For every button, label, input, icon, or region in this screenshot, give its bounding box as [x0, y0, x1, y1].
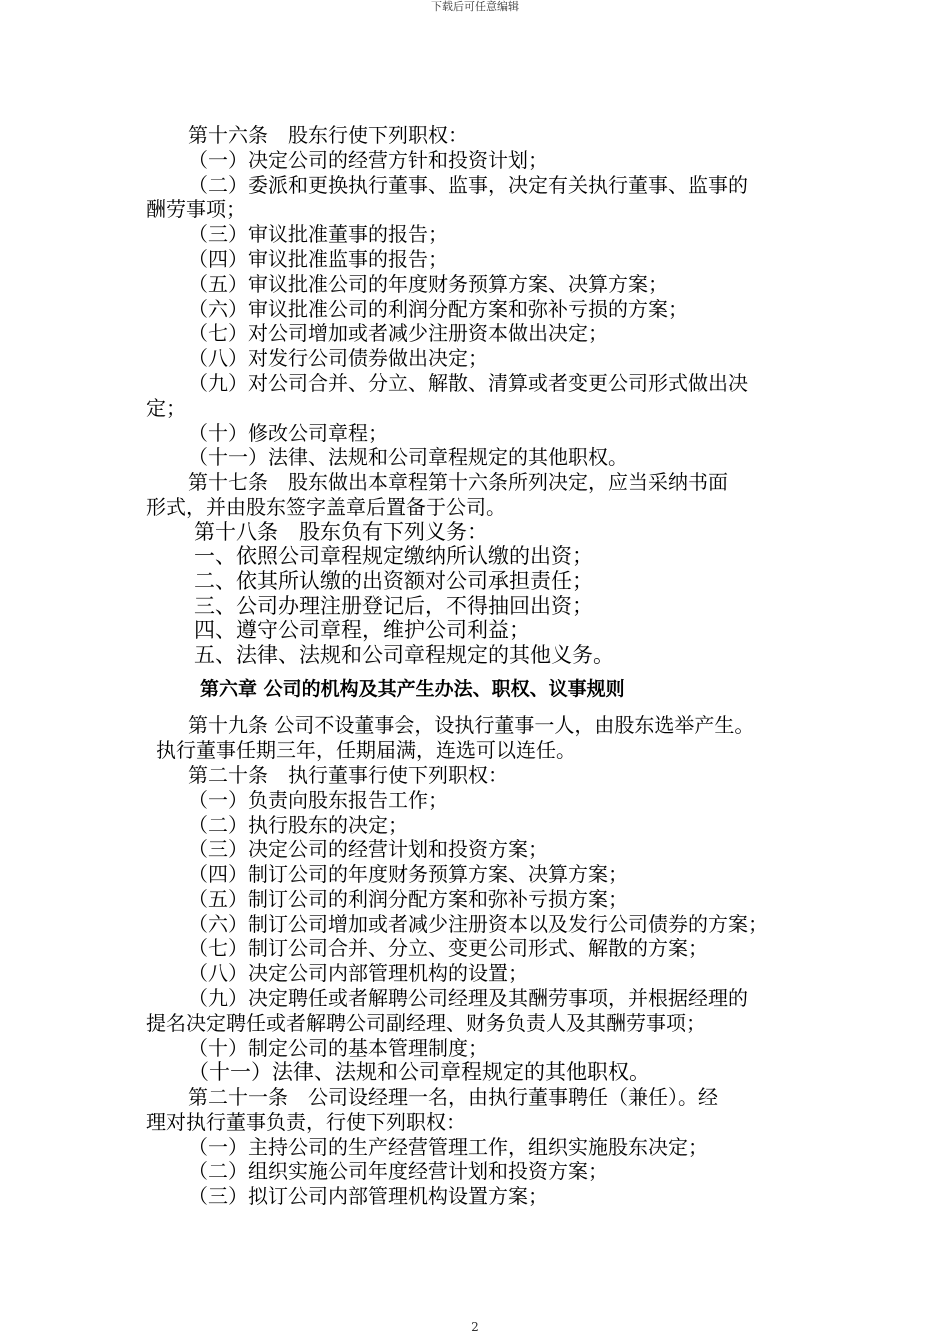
article-18-item: 一、依照公司章程规定缴纳所认缴的出资； — [194, 544, 593, 569]
article-21-line: 第二十一条 公司设经理一名，由执行董事聘任（兼任）。经 — [188, 1085, 718, 1110]
page-header: 下载后可任意编辑 — [431, 0, 519, 13]
article-21-line: 理对执行董事负责，行使下列职权： — [146, 1109, 466, 1134]
article-16-item: （四）审议批准监事的报告； — [188, 246, 448, 271]
article-21-item: （一）主持公司的生产经营管理工作，组织实施股东决定； — [188, 1134, 708, 1159]
article-16-item: （十）修改公司章程； — [188, 420, 388, 445]
article-18-item: 三、公司办理注册登记后，不得抽回出资； — [194, 593, 593, 618]
article-18-item: 五、法律、法规和公司章程规定的其他义务。 — [194, 642, 614, 667]
article-20-title: 第二十条 执行董事行使下列职权： — [188, 762, 508, 787]
document-body — [146, 123, 826, 1209]
article-20-item-cont: 提名决定聘任或者解聘公司副经理、财务负责人及其酬劳事项； — [146, 1010, 706, 1035]
article-20-item: （一）负责向股东报告工作； — [188, 787, 448, 812]
article-16-title: 第十六条 股东行使下列职权： — [188, 123, 468, 147]
article-16-item: （二）委派和更换执行董事、监事，决定有关执行董事、监事的 — [188, 172, 748, 197]
article-20-item: （四）制订公司的年度财务预算方案、决算方案； — [188, 862, 628, 887]
article-16-item: （六）审议批准公司的利润分配方案和弥补亏损的方案； — [188, 296, 688, 321]
article-17-line: 第十七条 股东做出本章程第十六条所列决定，应当采纳书面 — [188, 470, 728, 495]
article-20-item: （三）决定公司的经营计划和投资方案； — [188, 837, 548, 862]
article-18-item: 四、遵守公司章程，维护公司利益； — [194, 618, 530, 643]
article-20-item: （五）制订公司的利润分配方案和弥补亏损方案； — [188, 886, 628, 911]
article-19-line: 执行董事任期三年，任期届满，连选可以连任。 — [156, 738, 576, 763]
article-20-item: （十一）法律、法规和公司章程规定的其他职权。 — [188, 1060, 650, 1085]
article-21-item: （二）组织实施公司年度经营计划和投资方案； — [188, 1159, 608, 1184]
article-20-item: （二）执行股东的决定； — [188, 812, 408, 837]
article-16-item: （一）决定公司的经营方针和投资计划； — [188, 147, 548, 172]
chapter-heading: 第六章 公司的机构及其产生办法、职权、议事规则 — [200, 678, 625, 701]
article-17-line: 形式，并由股东签字盖章后置备于公司。 — [146, 494, 506, 519]
article-18-title: 第十八条 股东负有下列义务： — [194, 519, 488, 544]
article-20-item: （九）决定聘任或者解聘公司经理及其酬劳事项，并根据经理的 — [188, 986, 748, 1011]
article-19-line: 第十九条 公司不设董事会，设执行董事一人，由股东选举产生。 — [188, 713, 755, 738]
article-20-item: （八）决定公司内部管理机构的设置； — [188, 961, 528, 986]
article-21-item: （三）拟订公司内部管理机构设置方案； — [188, 1184, 548, 1209]
article-16-item: （九）对公司合并、分立、解散、清算或者变更公司形式做出决 — [188, 370, 748, 395]
article-20-item: （七）制订公司合并、分立、变更公司形式、解散的方案； — [188, 936, 708, 961]
article-16-item: （五）审议批准公司的年度财务预算方案、决算方案； — [188, 271, 668, 296]
article-16-item: （八）对发行公司债券做出决定； — [188, 346, 488, 371]
article-16-item: （十一）法律、法规和公司章程规定的其他职权。 — [188, 445, 628, 470]
article-18-item: 二、依其所认缴的出资额对公司承担责任； — [194, 568, 593, 593]
article-20-item: （六）制订公司增加或者减少注册资本以及发行公司债券的方案； — [188, 911, 768, 936]
article-16-item-cont: 酬劳事项； — [146, 197, 246, 222]
article-16-item: （三）审议批准董事的报告； — [188, 222, 448, 247]
article-16-item-cont: 定； — [146, 395, 186, 420]
page-number: 2 — [471, 1320, 479, 1334]
article-20-item: （十）制定公司的基本管理制度； — [188, 1035, 488, 1060]
article-16-item: （七）对公司增加或者减少注册资本做出决定； — [188, 321, 608, 346]
